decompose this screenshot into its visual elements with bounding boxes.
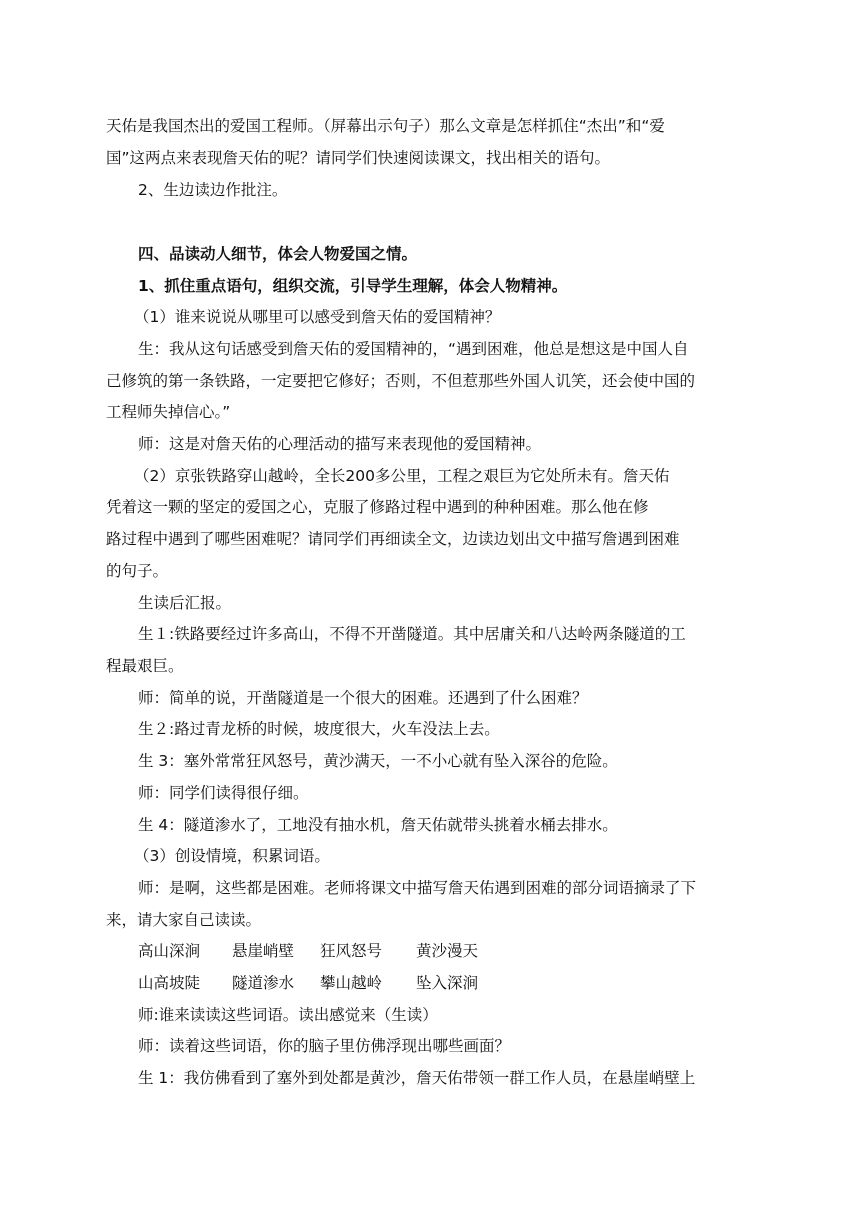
text-line: （1）谁来说说从哪里可以感受到詹天佑的爱国精神？ — [134, 308, 501, 326]
word-item: 狂风怒号 — [320, 942, 383, 960]
subsection-heading: 1、抓住重点语句，组织交流，引导学生理解，体会人物精神。 — [138, 277, 568, 295]
text-line: 生读后汇报。 — [138, 594, 232, 612]
text-line: 程最艰巨。 — [106, 657, 184, 675]
word-item: 坠入深涧 — [416, 974, 479, 992]
word-list-row — [138, 941, 860, 961]
word-item: 山高坡陡 — [138, 974, 201, 992]
text-line: 工程师失掉信心。” — [106, 403, 231, 421]
text-line: 凭着这一颗的坚定的爱国之心，克服了修路过程中遇到的种种困难。那么他在修 — [106, 498, 649, 516]
text-line: 国”这两点来表现詹天佑的呢？请同学们快速阅读课文，找出相关的语句。 — [106, 149, 611, 167]
text-line: 己修筑的第一条铁路，一定要把它修好；否则，不但惹那些外国人讥笑，还会使中国的 — [106, 372, 696, 390]
text-line: 生：我从这句话感受到詹天佑的爱国精神的，“遇到困难，他总是想这是中国人自 — [138, 340, 689, 358]
word-item: 攀山越岭 — [320, 974, 383, 992]
text-line: 天佑是我国杰出的爱国工程师。（屏幕出示句子）那么文章是怎样抓住“杰出”和“爱 — [106, 117, 665, 135]
word-item: 黄沙漫天 — [416, 942, 479, 960]
text-line: 2、生边读边作批注。 — [138, 181, 288, 199]
text-line: 师：是啊，这些都是困难。老师将课文中描写詹天佑遇到困难的部分词语摘录了下 — [138, 879, 697, 897]
text-line: 师：这是对詹天佑的心理活动的描写来表现他的爱国精神。 — [138, 435, 542, 453]
section-heading: 四、品读动人细节，体会人物爱国之情。 — [138, 245, 418, 263]
word-list-row — [138, 973, 860, 993]
word-item: 悬崖峭壁 — [232, 942, 295, 960]
text-line: 师：简单的说，开凿隧道是一个很大的困难。还遇到了什么困难？ — [138, 689, 588, 707]
text-line: 师:谁来读读这些词语。读出感觉来（生读） — [138, 1006, 438, 1024]
text-line: 生 4：隧道渗水了，工地没有抽水机，詹天佑就带头挑着水桶去排水。 — [138, 816, 618, 834]
word-item: 高山深涧 — [138, 942, 201, 960]
text-line: 师：同学们读得很仔细。 — [138, 784, 309, 802]
text-line: （2）京张铁路穿山越岭，全长200多公里，工程之艰巨为它处所未有。詹天佑 — [134, 467, 670, 485]
text-line: 的句子。 — [106, 562, 169, 580]
text-line: （3）创设情境，积累词语。 — [134, 847, 330, 865]
text-line: 来，请大家自己读读。 — [106, 911, 262, 929]
text-line: 师：读着这些词语，你的脑子里仿佛浮现出哪些画面？ — [138, 1037, 511, 1055]
text-line: 路过程中遇到了哪些困难呢？请同学们再细读全文，边读边划出文中描写詹遇到困难 — [106, 530, 680, 548]
text-line: 生２:路过青龙桥的时候，坡度很大，火车没法上去。 — [138, 720, 500, 738]
word-item: 隧道渗水 — [232, 974, 295, 992]
text-line: 生 3：塞外常常狂风怒号，黄沙满天，一不小心就有坠入深谷的危险。 — [138, 752, 618, 770]
text-line: 生１:铁路要经过许多高山，不得不开凿隧道。其中居庸关和八达岭两条隧道的工 — [138, 625, 686, 643]
text-line: 生 1：我仿佛看到了塞外到处都是黄沙，詹天佑带领一群工作人员，在悬崖峭壁上 — [138, 1069, 696, 1087]
